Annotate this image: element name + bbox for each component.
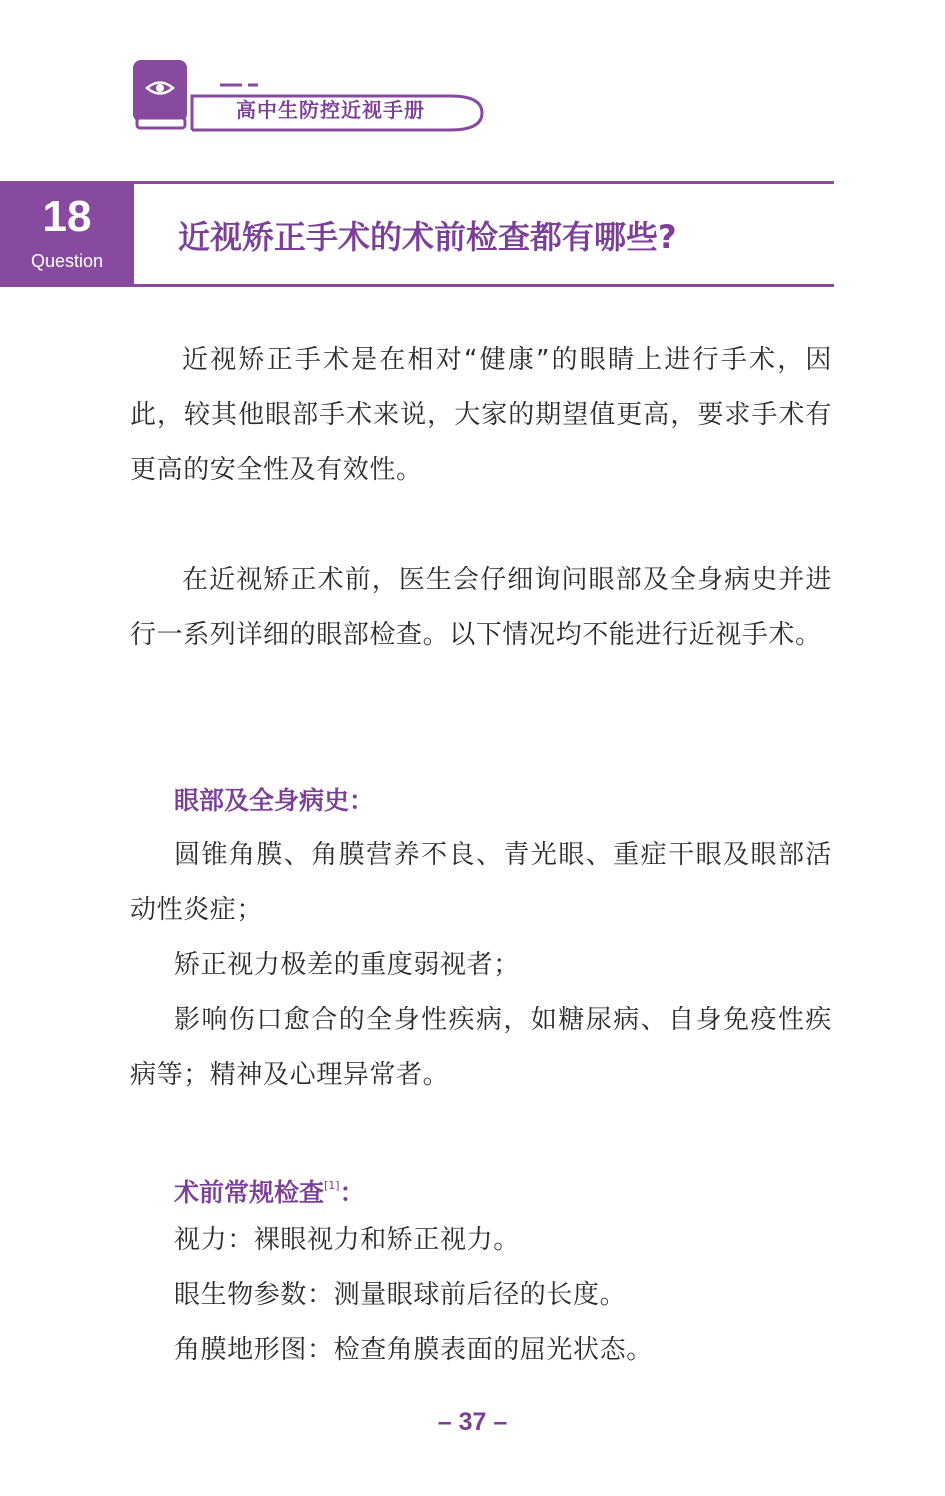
banner-rule-top [134,181,834,184]
handbook-title: 高中生防控近视手册 [236,98,425,122]
list-item: 圆锥角膜、角膜营养不良、青光眼、重症干眼及眼部活动性炎症； [130,840,832,925]
section-heading-history: 眼部及全身病史： [174,786,375,815]
banner-rule-bottom [134,284,834,287]
question-label: Question [30,251,104,271]
question-number: 18 [42,192,92,241]
page-number: – 37 – [437,1408,508,1436]
eye-book-icon [133,60,187,130]
list-item: 影响伤口愈合的全身性疾病，如糖尿病、自身免疫性疾病等；精神及心理异常者。 [130,1005,832,1090]
pre-op-paragraph: 在近视矫正术前，医生会仔细询问眼部及全身病史并进行一系列详细的眼部检查。以下情况均不能进行近视手术。 [130,565,832,650]
question-title: 近视矫正手术的术前检查都有哪些? [178,218,677,256]
list-item: 眼生物参数：测量眼球前后径的长度。 [174,1280,627,1310]
section-heading-routine-exams: 术前常规检查[1]： [174,1178,365,1207]
list-item: 视力：裸眼视力和矫正视力。 [174,1225,520,1255]
intro-paragraph: 近视矫正手术是在相对“健康”的眼睛上进行手术，因此，较其他眼部手术来说，大家的期望值更高，要求手术有更高的安全性及有效性。 [130,345,832,485]
reference-mark[interactable]: [1] [324,1179,340,1192]
question-number-box [0,181,134,287]
list-item: 角膜地形图：检查角膜表面的屈光状态。 [174,1335,653,1365]
list-item: 矫正视力极差的重度弱视者； [174,950,520,980]
